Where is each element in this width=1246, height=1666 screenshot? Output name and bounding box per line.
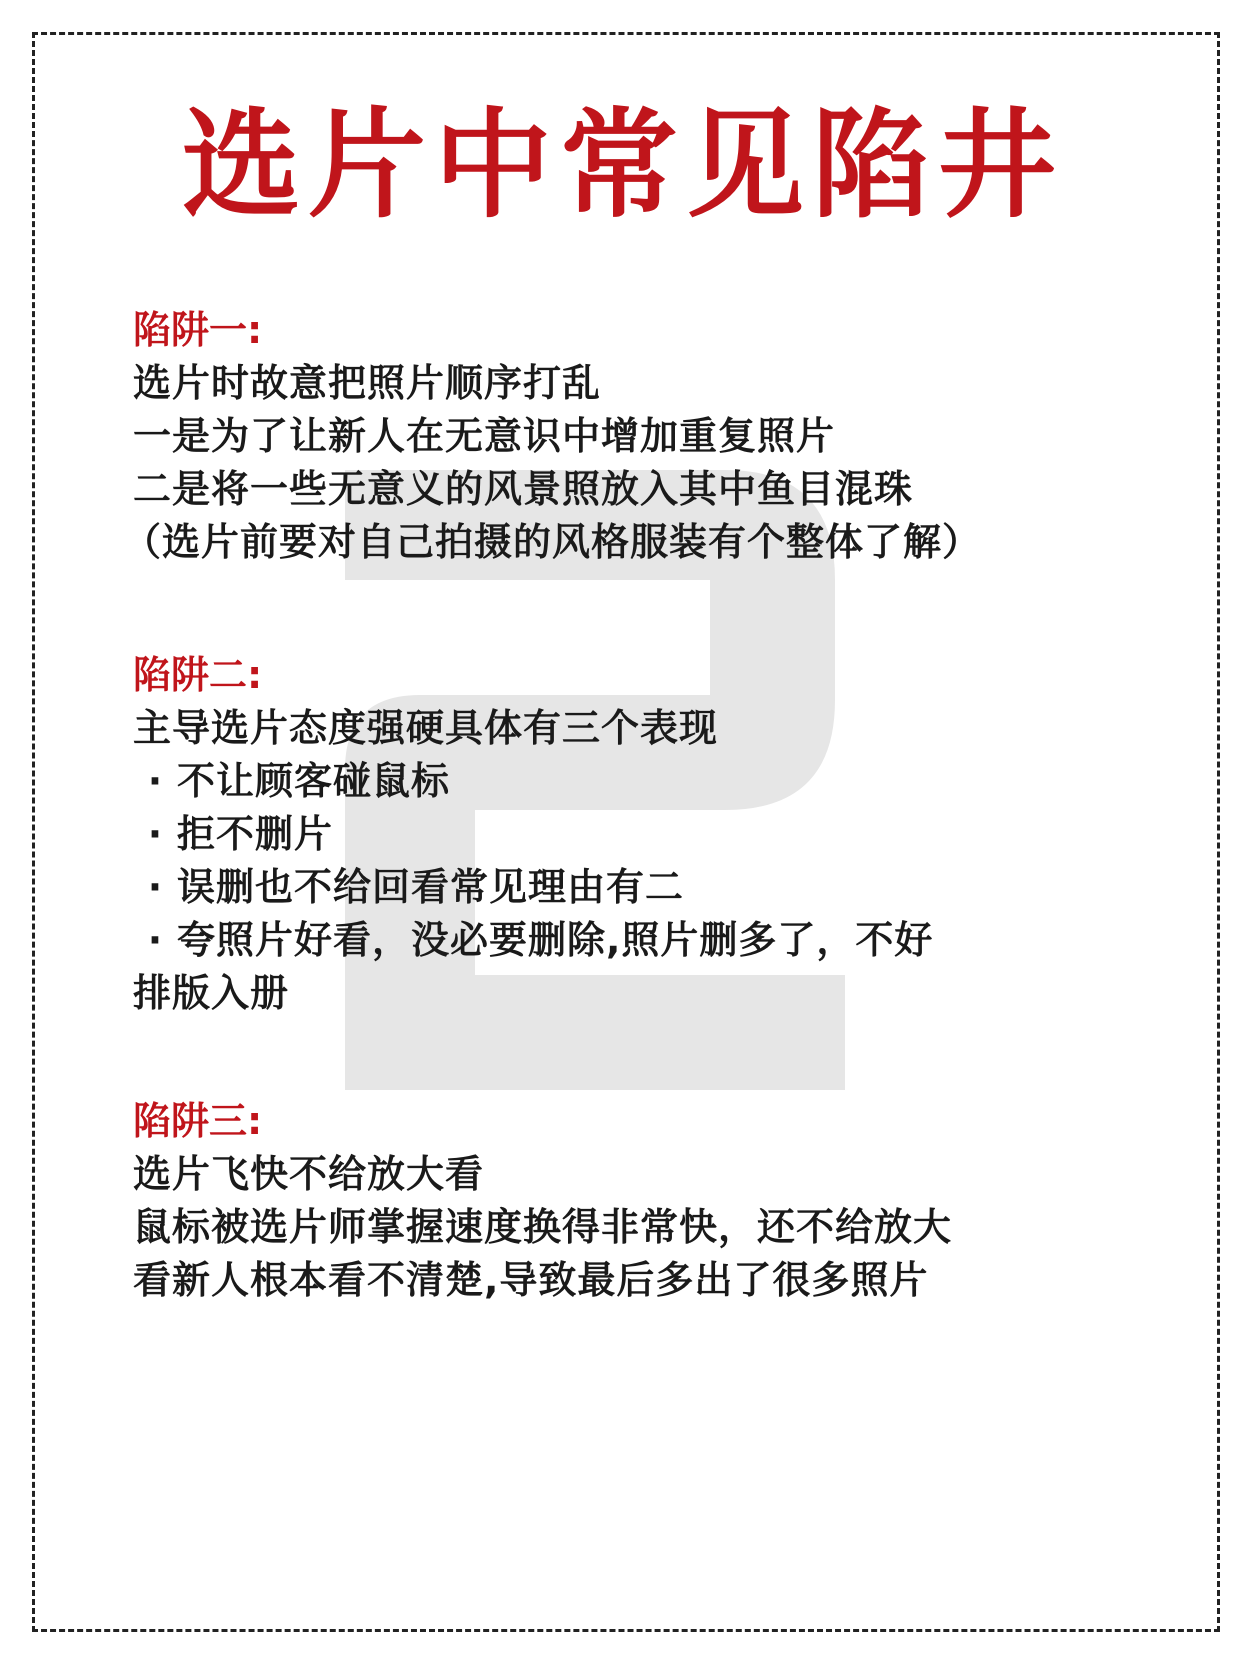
bullet-icon: · — [147, 918, 163, 962]
section-heading: 陷阱二: — [133, 653, 263, 697]
section-heading: 陷阱一: — [133, 308, 263, 352]
list-item — [133, 861, 1133, 914]
trap-section-3 — [133, 1094, 1133, 1307]
list-item-text: 不让顾客碰鼠标 — [177, 759, 451, 803]
bullet-icon: · — [147, 759, 163, 803]
list-item-text: 夸照片好看，没必要删除,照片删多了，不好 — [177, 918, 934, 962]
text-line-note: （选片前要对自己拍摄的风格服装有个整体了解） — [123, 520, 982, 564]
list-item — [133, 914, 1133, 967]
trap-section-1 — [123, 303, 1133, 569]
list-item-continuation: 排版入册 — [133, 971, 290, 1015]
text-line-intro: 主导选片态度强硬具体有三个表现 — [133, 706, 719, 750]
list-item — [133, 808, 1133, 861]
bullet-icon: · — [147, 812, 163, 856]
list-item-text: 拒不删片 — [177, 812, 334, 856]
text-line: 选片时故意把照片顺序打乱 — [133, 361, 602, 405]
trap-section-2 — [133, 648, 1133, 1020]
bullet-icon: · — [147, 865, 163, 909]
text-line: 鼠标被选片师掌握速度换得非常快，还不给放大 — [133, 1205, 953, 1249]
list-item — [133, 755, 1133, 808]
section-heading: 陷阱三: — [133, 1099, 263, 1143]
page-title: 选片中常见陷井 — [181, 96, 1064, 234]
list-item-text: 误删也不给回看常见理由有二 — [177, 865, 685, 909]
text-line: 看新人根本看不清楚,导致最后多出了很多照片 — [133, 1258, 929, 1302]
text-line: 一是为了让新人在无意识中增加重复照片 — [133, 414, 836, 458]
text-line: 选片飞快不给放大看 — [133, 1152, 485, 1196]
text-line: 二是将一些无意义的风景照放入其中鱼目混珠 — [133, 467, 914, 511]
